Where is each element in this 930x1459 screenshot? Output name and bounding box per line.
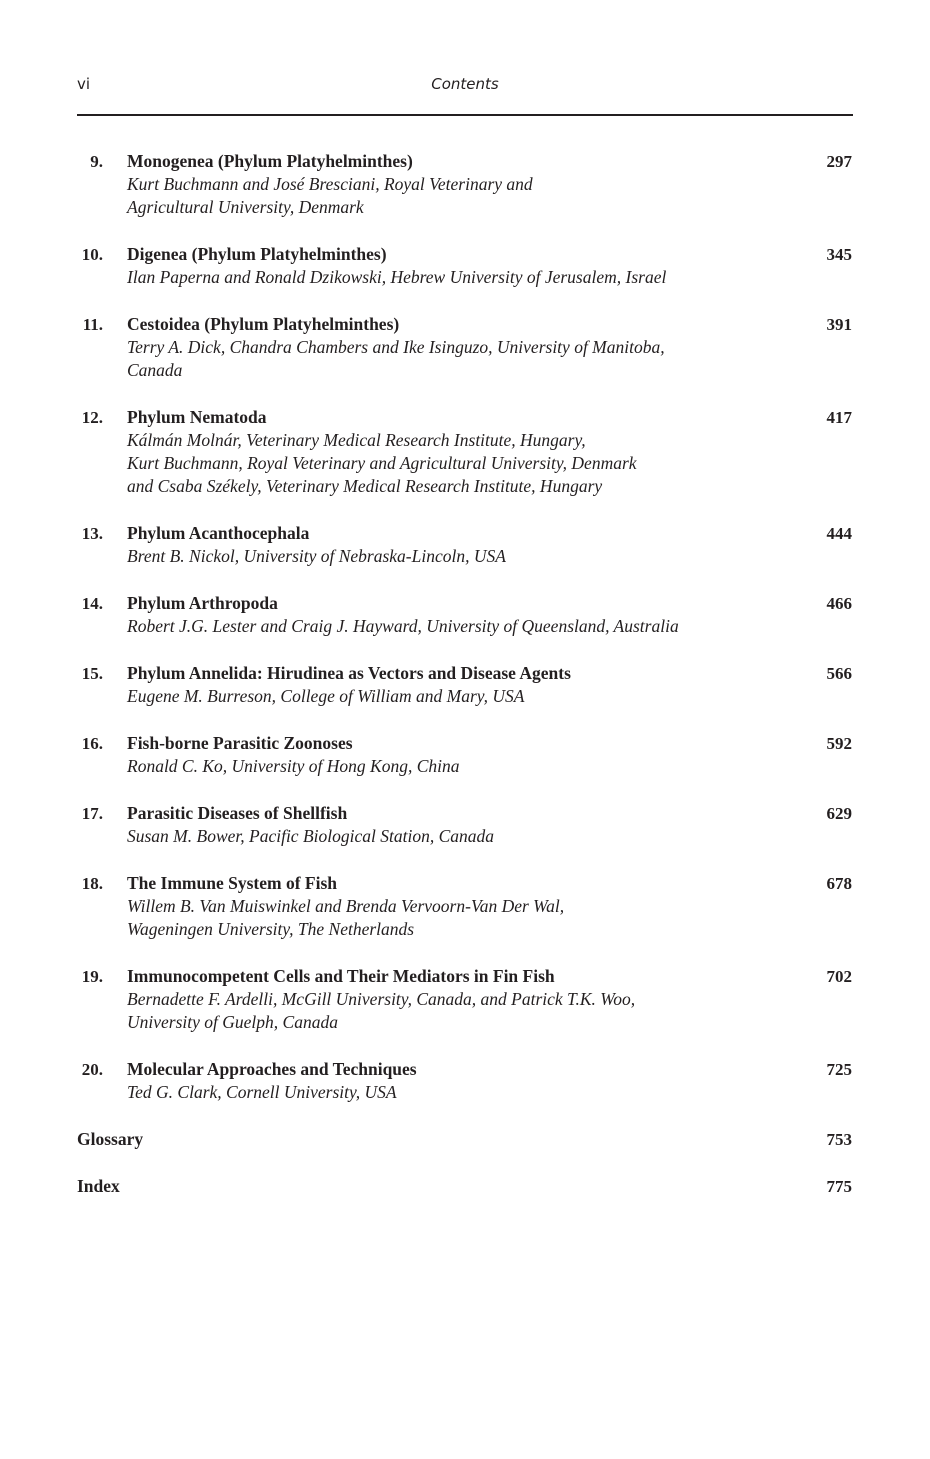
toc-entry	[77, 732, 853, 778]
chapter-number: 14.	[81, 594, 103, 613]
chapter-number: 16.	[81, 734, 103, 753]
chapter-authors-line: Kurt Buchmann, Royal Veterinary and Agricultural University, Denmark	[127, 453, 637, 473]
chapter-number: 12.	[81, 408, 103, 427]
chapter-authors-line: Brent B. Nickol, University of Nebraska-Lincoln, USA	[127, 546, 506, 566]
chapter-text	[127, 406, 791, 498]
chapter-authors-line: Kálmán Molnár, Veterinary Medical Research Institute, Hungary,	[127, 430, 586, 450]
chapter-authors-line: Canada	[127, 360, 183, 380]
chapter-page-number: 678	[826, 874, 852, 893]
chapter-title: Immunocompetent Cells and Their Mediators in Fin Fish	[127, 966, 555, 986]
toc-backmatter-entry	[77, 1128, 853, 1151]
chapter-authors-line: Ilan Paperna and Ronald Dzikowski, Hebrew University of Jerusalem, Israel	[127, 267, 667, 287]
chapter-page-number: 566	[826, 664, 852, 683]
chapter-text	[127, 662, 791, 708]
chapter-title: Phylum Arthropoda	[127, 593, 278, 613]
toc-entry	[77, 1058, 853, 1104]
chapter-number: 11.	[82, 315, 103, 334]
folio-page-number: vi	[77, 75, 91, 93]
chapter-number: 10.	[81, 245, 103, 264]
toc-entry	[77, 872, 853, 941]
chapter-number: 9.	[90, 152, 103, 171]
toc-entry	[77, 243, 853, 289]
toc-entry	[77, 150, 853, 219]
chapter-page-number: 466	[826, 594, 852, 613]
chapter-page-number: 629	[826, 804, 852, 823]
chapter-text	[127, 802, 791, 848]
chapter-page-number: 297	[826, 152, 852, 171]
chapter-title: Fish-borne Parasitic Zoonoses	[127, 733, 353, 753]
toc-entry	[77, 313, 853, 382]
chapter-page-number: 444	[826, 524, 852, 543]
chapter-number: 20.	[81, 1060, 103, 1079]
backmatter-page-number: 775	[826, 1177, 852, 1196]
backmatter-title: Glossary	[77, 1129, 144, 1149]
chapter-number: 17.	[81, 804, 103, 823]
chapter-text	[127, 313, 791, 382]
chapter-text	[127, 150, 791, 219]
toc-entry	[77, 592, 853, 638]
chapter-page-number: 592	[826, 734, 852, 753]
chapter-text	[127, 1058, 791, 1104]
toc-entry	[77, 522, 853, 568]
chapter-authors-line: Eugene M. Burreson, College of William and Mary, USA	[127, 686, 525, 706]
chapter-authors-line: and Csaba Székely, Veterinary Medical Research Institute, Hungary	[127, 476, 603, 496]
chapter-text	[127, 965, 791, 1034]
running-title: Contents	[431, 75, 499, 93]
header-rule	[77, 114, 853, 116]
chapter-text	[127, 592, 791, 638]
toc-entry	[77, 965, 853, 1034]
chapter-title: Parasitic Diseases of Shellfish	[127, 803, 348, 823]
chapter-number: 18.	[81, 874, 103, 893]
chapter-text	[127, 522, 791, 568]
backmatter-text	[77, 1175, 791, 1198]
backmatter-text	[77, 1128, 791, 1151]
chapter-title: Phylum Nematoda	[127, 407, 267, 427]
chapter-authors-line: Ronald C. Ko, University of Hong Kong, China	[127, 756, 460, 776]
toc-entry	[77, 406, 853, 498]
backmatter-title: Index	[77, 1176, 120, 1196]
toc-backmatter-entry	[77, 1175, 853, 1198]
chapter-page-number: 391	[826, 315, 852, 334]
contents-list	[77, 150, 853, 1222]
chapter-title: Cestoidea (Phylum Platyhelminthes)	[127, 314, 400, 334]
chapter-title: Digenea (Phylum Platyhelminthes)	[127, 244, 387, 264]
chapter-authors-line: Terry A. Dick, Chandra Chambers and Ike Isinguzo, University of Manitoba,	[127, 337, 665, 357]
chapter-page-number: 345	[826, 245, 852, 264]
chapter-authors-line: Robert J.G. Lester and Craig J. Hayward, University of Queensland, Australia	[127, 616, 679, 636]
running-head	[77, 73, 853, 95]
chapter-authors-line: Willem B. Van Muiswinkel and Brenda Vervoorn-Van Der Wal,	[127, 896, 565, 916]
chapter-text	[127, 732, 791, 778]
chapter-authors-line: Bernadette F. Ardelli, McGill University, Canada, and Patrick T.K. Woo,	[127, 989, 636, 1009]
chapter-authors-line: Agricultural University, Denmark	[127, 197, 364, 217]
chapter-page-number: 417	[826, 408, 852, 427]
chapter-title: Phylum Acanthocephala	[127, 523, 310, 543]
backmatter-page-number: 753	[826, 1130, 852, 1149]
chapter-page-number: 702	[826, 967, 852, 986]
chapter-authors-line: Susan M. Bower, Pacific Biological Station, Canada	[127, 826, 494, 846]
chapter-page-number: 725	[826, 1060, 852, 1079]
chapter-number: 13.	[81, 524, 103, 543]
chapter-authors-line: Ted G. Clark, Cornell University, USA	[127, 1082, 397, 1102]
chapter-number: 19.	[81, 967, 103, 986]
toc-entry	[77, 802, 853, 848]
chapter-title: Molecular Approaches and Techniques	[127, 1059, 417, 1079]
toc-entry	[77, 662, 853, 708]
chapter-title: Monogenea (Phylum Platyhelminthes)	[127, 151, 413, 171]
chapter-text	[127, 872, 791, 941]
chapter-authors-line: Kurt Buchmann and José Bresciani, Royal Veterinary and	[127, 174, 533, 194]
chapter-number: 15.	[81, 664, 103, 683]
chapter-authors-line: Wageningen University, The Netherlands	[127, 919, 415, 939]
chapter-title: The Immune System of Fish	[127, 873, 338, 893]
chapter-title: Phylum Annelida: Hirudinea as Vectors and Disease Agents	[127, 663, 571, 683]
chapter-text	[127, 243, 791, 289]
chapter-authors-line: University of Guelph, Canada	[127, 1012, 338, 1032]
